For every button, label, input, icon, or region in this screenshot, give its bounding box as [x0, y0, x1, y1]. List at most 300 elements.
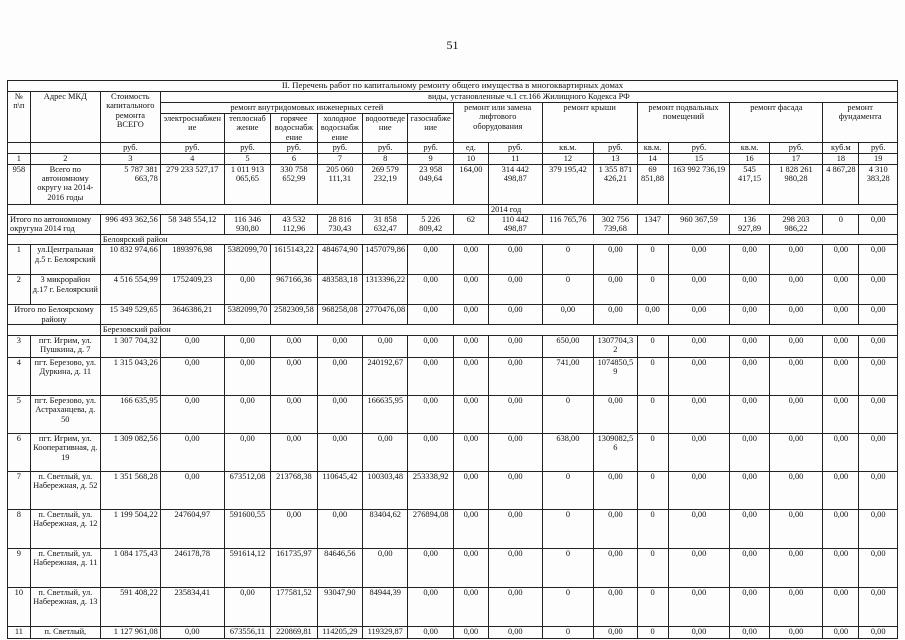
value-cell: 0,00	[453, 433, 488, 471]
value-cell: 0,00	[730, 335, 769, 357]
value-cell: 1309082,56	[594, 433, 637, 471]
value-cell: 0,00	[668, 305, 730, 325]
value-cell: 0	[637, 587, 668, 626]
value-cell: 0,00	[859, 215, 898, 235]
value-cell: 0,00	[453, 587, 488, 626]
band-empty-cell	[8, 204, 489, 214]
value-cell: 43 532 112,96	[271, 215, 317, 235]
value-cell: 0,00	[823, 587, 859, 626]
value-cell: 483583,18	[317, 275, 362, 305]
value-cell: 591 408,22	[100, 587, 160, 626]
value-cell: 0,00	[668, 357, 730, 395]
value-cell: 0,00	[823, 509, 859, 548]
value-cell: 58 348 554,12	[160, 215, 224, 235]
value-cell: 0,00	[453, 471, 488, 509]
value-cell: 0,00	[730, 433, 769, 471]
value-cell: 0,00	[668, 471, 730, 509]
column-number-cell: 12	[542, 154, 594, 164]
value-cell: 136 927,89	[730, 215, 769, 235]
value-cell: 0,00	[730, 395, 769, 433]
column-number-cell: 1	[8, 154, 31, 164]
value-cell: 0,00	[408, 626, 453, 638]
value-cell: 2582309,58	[271, 305, 317, 325]
value-cell: 0,00	[453, 548, 488, 587]
value-cell: 62	[453, 215, 488, 235]
value-cell: 0,00	[823, 245, 859, 275]
value-cell: 1 351 568,28	[100, 471, 160, 509]
value-cell: 1 315 043,26	[100, 357, 160, 395]
value-cell: 116 346 930,80	[224, 215, 270, 235]
value-cell: 960 367,59	[668, 215, 730, 235]
value-cell: 0,00	[160, 433, 224, 471]
value-cell: 83404,62	[363, 509, 408, 548]
value-cell: 1307704,32	[594, 335, 637, 357]
value-cell: 0,00	[408, 587, 453, 626]
value-cell: 213768,38	[271, 471, 317, 509]
row-address: п. Светлый, ул. Набережная, д. 13	[30, 587, 100, 626]
value-cell: 0,00	[488, 335, 542, 357]
value-cell: 968258,08	[317, 305, 362, 325]
row-number: 958	[8, 164, 31, 204]
unit-cell: руб.	[271, 143, 317, 154]
value-cell: 0,00	[408, 335, 453, 357]
value-cell: 0,00	[224, 335, 270, 357]
unit-cell: руб.	[224, 143, 270, 154]
value-cell: 0,00	[317, 395, 362, 433]
value-cell: 0,00	[823, 275, 859, 305]
district-label-row	[8, 235, 898, 245]
value-cell: 5382099,70	[224, 245, 270, 275]
value-cell: 0,00	[224, 395, 270, 433]
value-cell: 0,00	[363, 433, 408, 471]
value-cell: 591614,12	[224, 548, 270, 587]
value-cell: 0,00	[730, 471, 769, 509]
row-number: 8	[8, 509, 31, 548]
value-cell: 0,00	[160, 626, 224, 638]
value-cell: 0,00	[317, 433, 362, 471]
value-cell: 0,00	[408, 275, 453, 305]
value-cell: 253338,92	[408, 471, 453, 509]
value-cell: 0,00	[408, 305, 453, 325]
column-number-cell: 4	[160, 154, 224, 164]
value-cell: 240192,67	[363, 357, 408, 395]
value-cell: 0,00	[859, 305, 898, 325]
value-cell: 1893976,98	[160, 245, 224, 275]
row-address: п. Светлый, ул. Набережная, д. 11	[30, 548, 100, 587]
value-cell: 0,00	[488, 587, 542, 626]
value-cell: 673556,11	[224, 626, 270, 638]
value-cell: 177581,52	[271, 587, 317, 626]
value-cell: 484674,90	[317, 245, 362, 275]
header-heat: теплоснабжение	[224, 114, 270, 143]
year-band-row	[8, 204, 898, 214]
value-cell: 269 579 232,19	[363, 164, 408, 204]
value-cell: 0,00	[668, 275, 730, 305]
value-cell: 0,00	[488, 509, 542, 548]
value-cell: 0,00	[160, 357, 224, 395]
value-cell: 164,00	[453, 164, 488, 204]
value-cell: 0,00	[271, 395, 317, 433]
column-number-cell: 6	[271, 154, 317, 164]
value-cell: 0	[637, 275, 668, 305]
unit-cell: руб.	[408, 143, 453, 154]
value-cell: 0,00	[408, 357, 453, 395]
value-cell: 314 442 498,87	[488, 164, 542, 204]
row-address: п. Светлый,	[30, 626, 100, 638]
value-cell: 0,00	[594, 395, 637, 433]
value-cell: 0,00	[594, 471, 637, 509]
value-cell: 0,00	[488, 433, 542, 471]
value-cell: 0	[637, 548, 668, 587]
table-row	[8, 587, 898, 626]
column-number-cell: 5	[224, 154, 270, 164]
header-electric: электроснабжение	[160, 114, 224, 143]
value-cell: 205 060 111,31	[317, 164, 362, 204]
value-cell: 28 816 730,43	[317, 215, 362, 235]
value-cell: 0,00	[859, 275, 898, 305]
table-row	[8, 548, 898, 587]
unit-cell: руб.	[160, 143, 224, 154]
value-cell: 0,00	[668, 626, 730, 638]
column-number-cell: 8	[363, 154, 408, 164]
value-cell: 220869,81	[271, 626, 317, 638]
value-cell: 0,00	[730, 587, 769, 626]
value-cell: 0,00	[594, 275, 637, 305]
column-number-cell: 10	[453, 154, 488, 164]
value-cell: 0,00	[488, 548, 542, 587]
value-cell: 0	[637, 335, 668, 357]
district-total-row	[8, 305, 898, 325]
value-cell: 0	[542, 626, 594, 638]
column-number-cell: 9	[408, 154, 453, 164]
value-cell: 0,00	[859, 548, 898, 587]
value-cell: 0,00	[160, 335, 224, 357]
value-cell: 0,00	[594, 509, 637, 548]
value-cell: 279 233 527,17	[160, 164, 224, 204]
value-cell: 0,00	[668, 509, 730, 548]
value-cell: 1 828 261 980,28	[769, 164, 823, 204]
unit-cell: кв.м.	[542, 143, 594, 154]
value-cell: 0,00	[668, 395, 730, 433]
district-total-name: Итого по Белоярскому району	[8, 305, 101, 325]
value-cell: 84646,56	[317, 548, 362, 587]
value-cell: 0	[637, 357, 668, 395]
value-cell: 0	[823, 215, 859, 235]
value-cell: 967166,36	[271, 275, 317, 305]
header-gas: газоснабжение	[408, 114, 453, 143]
units-empty-cell	[30, 143, 100, 154]
unit-cell: руб.	[363, 143, 408, 154]
table-row	[8, 357, 898, 395]
value-cell: 0,00	[453, 245, 488, 275]
value-cell: 1752409,23	[160, 275, 224, 305]
value-cell: 0,00	[769, 305, 823, 325]
value-cell: 0,00	[317, 509, 362, 548]
value-cell: 0,00	[769, 548, 823, 587]
value-cell: 0,00	[363, 335, 408, 357]
value-cell: 15 349 529,65	[100, 305, 160, 325]
value-cell: 0,00	[769, 245, 823, 275]
value-cell: 0,00	[668, 335, 730, 357]
value-cell: 0,00	[594, 626, 637, 638]
value-cell: 0,00	[769, 626, 823, 638]
value-cell: 0,00	[823, 471, 859, 509]
unit-cell: кв.м.	[730, 143, 769, 154]
value-cell: 0,00	[453, 275, 488, 305]
district-label-row	[8, 325, 898, 335]
value-cell: 330 758 652,99	[271, 164, 317, 204]
band-empty-cell	[8, 325, 101, 335]
table-row	[8, 626, 898, 638]
value-cell: 0,00	[408, 548, 453, 587]
value-cell: 0,00	[769, 335, 823, 357]
row-number: 4	[8, 357, 31, 395]
value-cell: 235834,41	[160, 587, 224, 626]
value-cell: 0,00	[488, 471, 542, 509]
value-cell: 0,00	[668, 548, 730, 587]
value-cell: 0,00	[594, 548, 637, 587]
value-cell: 0,00	[730, 245, 769, 275]
value-cell: 0,00	[408, 433, 453, 471]
value-cell: 673512,08	[224, 471, 270, 509]
row-number: 11	[8, 626, 31, 638]
table-row	[8, 335, 898, 357]
value-cell: 0,00	[594, 245, 637, 275]
year-total-row	[8, 215, 898, 235]
unit-cell: куб.м	[823, 143, 859, 154]
value-cell: 0,00	[823, 548, 859, 587]
value-cell: 0	[637, 471, 668, 509]
row-number: 3	[8, 335, 31, 357]
value-cell: 0,00	[271, 433, 317, 471]
column-number-cell: 13	[594, 154, 637, 164]
grand-total-row	[8, 164, 898, 204]
value-cell: 0	[542, 471, 594, 509]
value-cell: 276894,08	[408, 509, 453, 548]
header-hot-water: горячее водоснабжение	[271, 114, 317, 143]
unit-cell: руб.	[317, 143, 362, 154]
value-cell: 638,00	[542, 433, 594, 471]
table-body	[8, 81, 898, 639]
column-number-cell: 2	[30, 154, 100, 164]
table-title: II. Перечень работ по капитальному ремонту общего имущества в многоквартирных домах	[8, 81, 898, 92]
value-cell: 0,00	[453, 335, 488, 357]
value-cell: 0,00	[859, 245, 898, 275]
value-cell: 246178,78	[160, 548, 224, 587]
column-number-cell: 17	[769, 154, 823, 164]
value-cell: 1313396,22	[363, 275, 408, 305]
row-number: 5	[8, 395, 31, 433]
value-cell: 0,00	[488, 245, 542, 275]
value-cell: 0	[542, 245, 594, 275]
row-address: п. Светлый, ул. Набережная, д. 12	[30, 509, 100, 548]
value-cell: 0,00	[730, 509, 769, 548]
row-number: 2	[8, 275, 31, 305]
value-cell: 0,00	[453, 305, 488, 325]
value-cell: 0,00	[594, 305, 637, 325]
value-cell: 0,00	[160, 471, 224, 509]
unit-cell: руб.	[100, 143, 160, 154]
value-cell: 93047,90	[317, 587, 362, 626]
value-cell: 591600,55	[224, 509, 270, 548]
header-utilities-group: ремонт внутридомовых инженерных сетей	[160, 103, 453, 114]
value-cell: 110645,42	[317, 471, 362, 509]
value-cell: 0,00	[453, 509, 488, 548]
value-cell: 0,00	[408, 395, 453, 433]
value-cell: 0,00	[271, 335, 317, 357]
row-number: 9	[8, 548, 31, 587]
value-cell: 0,00	[769, 275, 823, 305]
value-cell: 0,00	[363, 548, 408, 587]
value-cell: 0,00	[730, 357, 769, 395]
row-number: 6	[8, 433, 31, 471]
value-cell: 0,00	[823, 626, 859, 638]
value-cell: 3646386,21	[160, 305, 224, 325]
header-cold-water: холодное водоснабжение	[317, 114, 362, 143]
value-cell: 0	[637, 509, 668, 548]
row-address: пгт. Игрим, ул. Кооперативная, д. 19	[30, 433, 100, 471]
value-cell: 0,00	[769, 433, 823, 471]
header-address: Адрес МКД	[30, 92, 100, 143]
table-subtitle: виды, установленные ч.1 ст.166 Жилищного Кодекса РФ	[160, 92, 897, 103]
row-address: 3 микрорайон д.17 г. Белоярский	[30, 275, 100, 305]
value-cell: 1 127 961,08	[100, 626, 160, 638]
value-cell: 23 958 049,64	[408, 164, 453, 204]
row-number: 10	[8, 587, 31, 626]
unit-cell: руб.	[668, 143, 730, 154]
value-cell: 5 787 381 663,78	[100, 164, 160, 204]
value-cell: 161735,97	[271, 548, 317, 587]
value-cell: 0	[637, 395, 668, 433]
value-cell: 1615143,22	[271, 245, 317, 275]
value-cell: 31 858 632,47	[363, 215, 408, 235]
value-cell: 69 851,88	[637, 164, 668, 204]
row-address: пгт. Березово, ул. Дуркина, д. 11	[30, 357, 100, 395]
value-cell: 1074850,59	[594, 357, 637, 395]
value-cell: 0,00	[453, 626, 488, 638]
value-cell: 741,00	[542, 357, 594, 395]
value-cell: 4 310 383,28	[859, 164, 898, 204]
value-cell: 0	[542, 587, 594, 626]
value-cell: 996 493 362,56	[100, 215, 160, 235]
value-cell: 0,00	[823, 433, 859, 471]
column-number-row	[8, 154, 898, 164]
value-cell: 0	[637, 626, 668, 638]
unit-cell: руб.	[769, 143, 823, 154]
value-cell: 0,00	[488, 275, 542, 305]
value-cell: 0	[542, 509, 594, 548]
value-cell: 0,00	[668, 587, 730, 626]
value-cell: 0,00	[542, 305, 594, 325]
value-cell: 0,00	[769, 357, 823, 395]
value-cell: 116 765,76	[542, 215, 594, 235]
table-row	[8, 509, 898, 548]
units-row	[8, 143, 898, 154]
value-cell: 0,00	[859, 357, 898, 395]
value-cell: 0,00	[769, 395, 823, 433]
column-number-cell: 14	[637, 154, 668, 164]
value-cell: 1 199 504,22	[100, 509, 160, 548]
value-cell: 0,00	[488, 357, 542, 395]
value-cell: 10 832 974,66	[100, 245, 160, 275]
header-facade: ремонт фасада	[730, 103, 823, 143]
unit-cell: ед.	[453, 143, 488, 154]
value-cell: 2770476,08	[363, 305, 408, 325]
value-cell: 302 756 739,68	[594, 215, 637, 235]
value-cell: 0,00	[224, 587, 270, 626]
value-cell: 0,00	[730, 305, 769, 325]
unit-cell: руб.	[859, 143, 898, 154]
row-address: пгт. Игрим, ул. Пушкина, д. 7	[30, 335, 100, 357]
value-cell: 0,00	[668, 433, 730, 471]
value-cell: 0,00	[769, 471, 823, 509]
value-cell: 0,00	[488, 305, 542, 325]
value-cell: 0,00	[823, 357, 859, 395]
value-cell: 0	[542, 395, 594, 433]
unit-cell: кв.м.	[637, 143, 668, 154]
value-cell: 166 635,95	[100, 395, 160, 433]
value-cell: 1457079,86	[363, 245, 408, 275]
year-label: 2014 год	[488, 204, 897, 214]
unit-cell: руб.	[594, 143, 637, 154]
value-cell: 100303,48	[363, 471, 408, 509]
table-row	[8, 433, 898, 471]
value-cell: 0,00	[823, 395, 859, 433]
value-cell: 0,00	[160, 395, 224, 433]
value-cell: 0,00	[730, 548, 769, 587]
value-cell: 0	[542, 548, 594, 587]
column-number-cell: 15	[668, 154, 730, 164]
value-cell: 0,00	[224, 357, 270, 395]
value-cell: 379 195,42	[542, 164, 594, 204]
header-drainage: водоотведение	[363, 114, 408, 143]
value-cell: 0,00	[317, 357, 362, 395]
value-cell: 4 516 554,99	[100, 275, 160, 305]
value-cell: 0,00	[488, 395, 542, 433]
value-cell: 119329,87	[363, 626, 408, 638]
row-address: ул.Центральная д.5 г. Белоярский	[30, 245, 100, 275]
row-address: п. Светлый, ул. Набережная, д. 52	[30, 471, 100, 509]
header-cost: Стоимость капитального ремонта ВСЕГО	[100, 92, 160, 143]
column-number-cell: 7	[317, 154, 362, 164]
value-cell: 0,00	[271, 509, 317, 548]
value-cell: 1347	[637, 215, 668, 235]
value-cell: 0,00	[730, 626, 769, 638]
row-number: 1	[8, 245, 31, 275]
value-cell: 0,00	[637, 305, 668, 325]
district-label: Березовский район	[100, 325, 897, 335]
value-cell: 0,00	[668, 245, 730, 275]
row-name: Всего по автономному округу на 2014-2016 годы	[30, 164, 100, 204]
row-number: 7	[8, 471, 31, 509]
repair-works-table	[7, 80, 898, 639]
value-cell: 1 307 704,32	[100, 335, 160, 357]
units-empty-cell	[8, 143, 31, 154]
column-number-cell: 3	[100, 154, 160, 164]
value-cell: 0,00	[453, 357, 488, 395]
value-cell: 0,00	[823, 305, 859, 325]
table-row	[8, 275, 898, 305]
value-cell: 545 417,15	[730, 164, 769, 204]
header-elevator: ремонт или замена лифтового оборудования	[453, 103, 542, 143]
column-number-cell: 11	[488, 154, 542, 164]
value-cell: 0,00	[859, 433, 898, 471]
value-cell: 0,00	[453, 395, 488, 433]
value-cell: 0	[637, 433, 668, 471]
value-cell: 0,00	[317, 335, 362, 357]
value-cell: 0,00	[823, 335, 859, 357]
value-cell: 0,00	[859, 587, 898, 626]
